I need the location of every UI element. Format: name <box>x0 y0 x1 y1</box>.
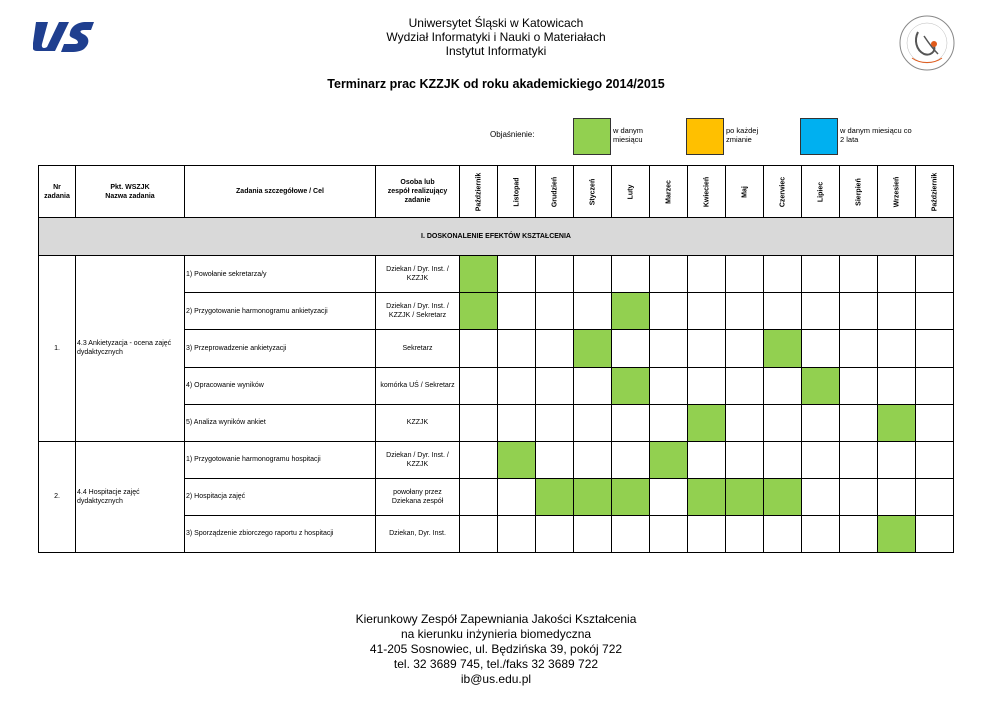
schedule-cell <box>916 367 954 404</box>
footer-phone: tel. 32 3689 745, tel./faks 32 3689 722 <box>393 657 599 671</box>
footer-team-name: Kierunkowy Zespół Zapewniania Jakości Kształcenia <box>355 612 637 626</box>
month-header: Kwiecień <box>688 166 726 218</box>
schedule-cell <box>574 256 612 293</box>
university-logo <box>33 20 95 54</box>
schedule-cell <box>650 478 688 515</box>
schedule-cell <box>878 330 916 367</box>
schedule-cell <box>802 404 840 441</box>
month-header: Październik <box>460 166 498 218</box>
institute-name: Instytut Informatyki <box>445 44 547 58</box>
col-header-who: Osoba lub zespół realizujący zadanie <box>376 166 460 218</box>
schedule-cell <box>916 441 954 478</box>
biomedical-engineering-seal <box>898 14 956 72</box>
schedule-cell <box>840 404 878 441</box>
legend-swatch-blue <box>800 118 838 155</box>
task-description: 1) Przygotowanie harmonogramu hospitacji <box>185 441 376 478</box>
schedule-cell <box>916 256 954 293</box>
schedule-cell <box>650 256 688 293</box>
schedule-cell-marked <box>612 293 650 330</box>
schedule-cell <box>498 330 536 367</box>
schedule-cell <box>498 478 536 515</box>
footer-address: 41-205 Sosnowiec, ul. Będzińska 39, pokój 722 <box>369 642 623 656</box>
task-description: 4) Opracowanie wyników <box>185 367 376 404</box>
task-description: 3) Przeprowadzenie ankietyzacji <box>185 330 376 367</box>
schedule-cell <box>726 441 764 478</box>
month-header: Wrzesień <box>878 166 916 218</box>
month-header: Styczeń <box>574 166 612 218</box>
schedule-cell-marked <box>878 515 916 552</box>
schedule-cell <box>650 404 688 441</box>
task-owner: komórka UŚ / Sekretarz <box>376 367 460 404</box>
schedule-cell <box>574 441 612 478</box>
legend-text-green: w danym miesiącu <box>613 126 644 144</box>
col-header-pkt: Pkt. WSZJK Nazwa zadania <box>76 166 185 218</box>
task-description: 1) Powołanie sekretarza/y <box>185 256 376 293</box>
schedule-cell <box>536 404 574 441</box>
schedule-cell <box>916 404 954 441</box>
schedule-cell <box>574 404 612 441</box>
task-description: 2) Przygotowanie harmonogramu ankietyzacji <box>185 293 376 330</box>
task-owner: Sekretarz <box>376 330 460 367</box>
schedule-cell-marked <box>460 293 498 330</box>
schedule-cell-marked <box>802 367 840 404</box>
task-owner: Dziekan, Dyr. Inst. <box>376 515 460 552</box>
task-group-name: 4.4 Hospitacje zajęć dydaktycznych <box>76 441 185 552</box>
schedule-cell-marked <box>878 404 916 441</box>
schedule-cell <box>802 293 840 330</box>
schedule-cell <box>802 441 840 478</box>
schedule-cell <box>612 515 650 552</box>
schedule-cell <box>498 515 536 552</box>
footer-email: ib@us.edu.pl <box>460 672 532 686</box>
schedule-cell <box>726 515 764 552</box>
schedule-cell <box>764 256 802 293</box>
schedule-cell <box>612 256 650 293</box>
col-header-nr: Nr zadania <box>39 166 76 218</box>
schedule-cell <box>764 441 802 478</box>
task-row <box>39 441 954 478</box>
schedule-cell <box>764 293 802 330</box>
schedule-cell <box>802 330 840 367</box>
university-name: Uniwersytet Śląski w Katowicach <box>408 16 584 30</box>
task-description: 3) Sporządzenie zbiorczego raportu z hospitacji <box>185 515 376 552</box>
schedule-cell <box>878 293 916 330</box>
schedule-cell <box>688 515 726 552</box>
schedule-cell-marked <box>498 441 536 478</box>
schedule-cell <box>688 256 726 293</box>
schedule-cell-marked <box>574 478 612 515</box>
schedule-cell <box>878 441 916 478</box>
schedule-cell <box>460 404 498 441</box>
schedule-table <box>38 165 954 553</box>
schedule-cell <box>840 367 878 404</box>
schedule-cell <box>726 293 764 330</box>
schedule-cell <box>802 256 840 293</box>
task-owner: KZZJK <box>376 404 460 441</box>
schedule-cell <box>536 515 574 552</box>
schedule-cell <box>916 478 954 515</box>
month-header: Luty <box>612 166 650 218</box>
schedule-cell <box>840 478 878 515</box>
schedule-cell <box>688 330 726 367</box>
schedule-cell-marked <box>612 367 650 404</box>
institution-header <box>300 16 692 58</box>
month-header: Marzec <box>650 166 688 218</box>
schedule-cell <box>574 367 612 404</box>
schedule-cell <box>612 404 650 441</box>
section-row <box>39 218 954 256</box>
schedule-cell <box>612 441 650 478</box>
schedule-cell <box>574 293 612 330</box>
schedule-cell <box>802 515 840 552</box>
schedule-cell <box>878 256 916 293</box>
section-title: I. DOSKONALENIE EFEKTÓW KSZTAŁCENIA <box>39 218 954 256</box>
task-number: 1. <box>39 256 76 441</box>
schedule-cell <box>498 256 536 293</box>
schedule-cell <box>574 515 612 552</box>
schedule-cell <box>650 330 688 367</box>
schedule-cell <box>688 441 726 478</box>
document-title: Terminarz prac KZZJK od roku akademickiego 2014/2015 <box>327 77 665 91</box>
schedule-cell <box>878 367 916 404</box>
schedule-cell <box>498 367 536 404</box>
month-header: Listopad <box>498 166 536 218</box>
schedule-cell <box>840 293 878 330</box>
legend-swatch-green <box>573 118 611 155</box>
task-row <box>39 256 954 293</box>
schedule-cell <box>650 515 688 552</box>
schedule-cell <box>460 330 498 367</box>
month-header: Maj <box>726 166 764 218</box>
schedule-cell <box>536 441 574 478</box>
task-description: 2) Hospitacja zajęć <box>185 478 376 515</box>
month-header: Lipiec <box>802 166 840 218</box>
task-owner: Dziekan / Dyr. Inst. / KZZJK <box>376 256 460 293</box>
schedule-cell <box>498 404 536 441</box>
task-description: 5) Analiza wyników ankiet <box>185 404 376 441</box>
col-header-task: Zadania szczegółowe / Cel <box>185 166 376 218</box>
footer-contact <box>246 612 746 687</box>
legend-swatch-orange <box>686 118 724 155</box>
schedule-body <box>39 166 954 553</box>
schedule-cell-marked <box>612 478 650 515</box>
schedule-cell <box>916 330 954 367</box>
schedule-cell <box>536 293 574 330</box>
schedule-cell-marked <box>650 441 688 478</box>
schedule-cell-marked <box>688 404 726 441</box>
schedule-cell <box>536 367 574 404</box>
schedule-cell-marked <box>764 330 802 367</box>
schedule-cell <box>764 404 802 441</box>
schedule-cell-marked <box>688 478 726 515</box>
schedule-cell <box>650 293 688 330</box>
schedule-cell <box>840 256 878 293</box>
schedule-cell <box>878 478 916 515</box>
month-header: Czerwiec <box>764 166 802 218</box>
task-owner: Dziekan / Dyr. Inst. / KZZJK <box>376 441 460 478</box>
schedule-cell <box>764 515 802 552</box>
schedule-cell <box>916 515 954 552</box>
schedule-cell <box>840 330 878 367</box>
schedule-cell <box>840 515 878 552</box>
task-number: 2. <box>39 441 76 552</box>
schedule-cell <box>650 367 688 404</box>
schedule-cell <box>612 330 650 367</box>
schedule-cell-marked <box>536 478 574 515</box>
schedule-cell <box>726 256 764 293</box>
legend-label: Objaśnienie: <box>490 130 535 139</box>
schedule-cell <box>688 367 726 404</box>
schedule-cell-marked <box>764 478 802 515</box>
month-header: Sierpień <box>840 166 878 218</box>
schedule-cell <box>536 256 574 293</box>
schedule-cell <box>726 330 764 367</box>
header-row <box>39 166 954 218</box>
schedule-cell <box>916 293 954 330</box>
schedule-cell <box>498 293 536 330</box>
task-owner: Dziekan / Dyr. Inst. / KZZJK / Sekretarz <box>376 293 460 330</box>
schedule-cell <box>460 478 498 515</box>
schedule-cell <box>764 367 802 404</box>
schedule-cell <box>802 478 840 515</box>
month-header: Grudzień <box>536 166 574 218</box>
schedule-cell <box>840 441 878 478</box>
task-group-name: 4.3 Ankietyzacja - ocena zajęć dydaktycznych <box>76 256 185 441</box>
legend-text-blue: w danym miesiącu co 2 lata <box>840 126 912 144</box>
month-header: Październik <box>916 166 954 218</box>
legend-text-orange: po każdej zmianie <box>726 126 759 144</box>
schedule-cell <box>536 330 574 367</box>
schedule-cell <box>726 367 764 404</box>
schedule-cell <box>460 515 498 552</box>
schedule-cell <box>688 293 726 330</box>
schedule-cell-marked <box>726 478 764 515</box>
task-owner: powołany przez Dziekana zespół <box>376 478 460 515</box>
schedule-cell-marked <box>574 330 612 367</box>
faculty-name: Wydział Informatyki i Nauki o Materiałach <box>386 30 606 44</box>
schedule-cell-marked <box>460 256 498 293</box>
schedule-cell <box>460 441 498 478</box>
footer-program: na kierunku inżynieria biomedyczna <box>400 627 592 641</box>
schedule-cell <box>726 404 764 441</box>
schedule-cell <box>460 367 498 404</box>
